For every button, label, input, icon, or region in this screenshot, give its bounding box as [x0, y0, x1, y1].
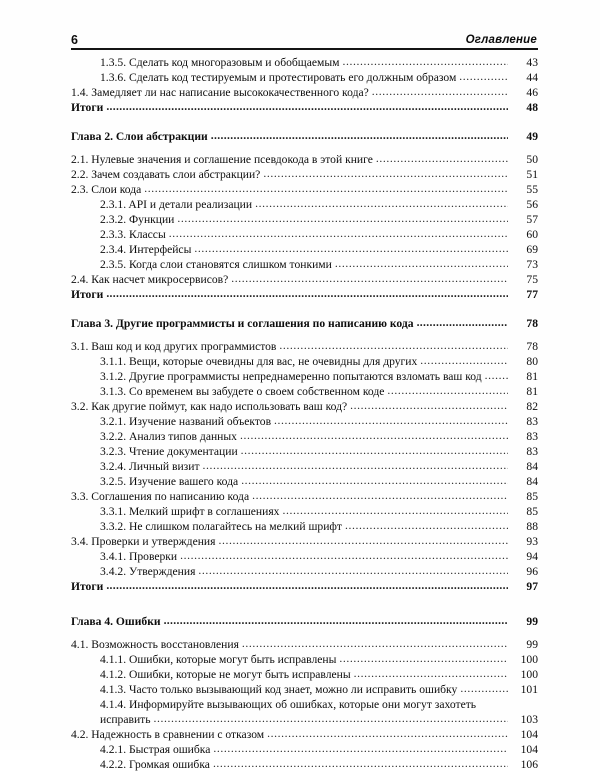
dot-leader — [354, 668, 508, 679]
toc-entry-label: 3.4.1. Проверки — [100, 550, 178, 563]
toc-entry-label: 2.2. Зачем создавать слои абстракции? — [71, 168, 261, 181]
toc-entry-label: 2.3.1. API и детали реализации — [100, 198, 253, 211]
dot-leader — [154, 713, 508, 724]
dot-leader — [460, 683, 508, 694]
toc-entry-page: 75 — [526, 273, 538, 286]
dot-leader — [459, 71, 508, 82]
toc-entry-label: 3.3.1. Мелкий шрифт в соглашениях — [100, 505, 280, 518]
toc-entry-page: 78 — [526, 317, 538, 330]
dot-leader — [274, 415, 508, 426]
dot-leader — [387, 385, 508, 396]
dot-leader — [106, 580, 508, 591]
toc-entry-page: 46 — [526, 86, 538, 99]
toc-entry-label: 3.1.3. Со временем вы забудете о своем собственном коде — [100, 385, 385, 398]
page-folio: 6 — [71, 33, 78, 47]
toc-entry[interactable] — [0, 429, 600, 444]
toc-entry-page: 56 — [526, 198, 538, 211]
toc-entry-label-line2: исправить — [100, 713, 151, 726]
toc-entry-label: 4.2.2. Громкая ошибка — [100, 758, 210, 771]
toc-list — [0, 55, 600, 772]
toc-entry[interactable] — [0, 579, 600, 594]
dot-leader — [263, 168, 508, 179]
dot-leader — [241, 475, 508, 486]
toc-entry[interactable] — [0, 504, 600, 519]
dot-leader — [177, 213, 508, 224]
toc-entry-label: 3.2. Как другие поймут, как надо использовать ваш код? — [71, 400, 348, 413]
toc-entry[interactable] — [0, 55, 600, 70]
toc-entry[interactable] — [0, 489, 600, 504]
toc-entry-label: Итоги — [71, 288, 104, 301]
toc-entry-label: 1.4. Замедляет ли нас написание высококачественного кода? — [71, 86, 369, 99]
toc-entry-label: 2.3.5. Когда слои становятся слишком тонкими — [100, 258, 332, 271]
toc-entry-page: 55 — [526, 183, 538, 196]
toc-entry-label: 3.4. Проверки и утверждения — [71, 535, 216, 548]
toc-entry[interactable] — [0, 339, 600, 354]
toc-entry[interactable] — [0, 384, 600, 399]
toc-entry-label: 2.1. Нулевые значения и соглашение псевдокода в этой книге — [71, 153, 373, 166]
toc-entry-label: 3.1.1. Вещи, которые очевидны для вас, не очевидны для других — [100, 355, 418, 368]
toc-entry-page: 93 — [526, 535, 538, 548]
toc-entry[interactable] — [0, 399, 600, 414]
dot-leader — [218, 535, 508, 546]
toc-entry-page: 44 — [526, 71, 538, 84]
toc-entry[interactable] — [0, 354, 600, 369]
running-head-title: Оглавление — [465, 34, 537, 46]
toc-entry-label: 1.3.6. Сделать код тестируемым и протестировать его должным образом — [100, 71, 457, 84]
dot-leader — [342, 56, 508, 67]
toc-spacer — [0, 115, 600, 129]
toc-entry-label: Итоги — [71, 101, 104, 114]
toc-entry[interactable] — [0, 474, 600, 489]
dot-leader — [350, 400, 508, 411]
toc-entry-page: 51 — [526, 168, 538, 181]
dot-leader — [106, 101, 508, 112]
toc-entry-page: 83 — [526, 415, 538, 428]
toc-entry-page: 85 — [526, 505, 538, 518]
toc-entry[interactable] — [0, 534, 600, 549]
toc-entry-page: 77 — [526, 288, 538, 301]
toc-chapter-entry[interactable] — [0, 129, 600, 144]
toc-spacer — [0, 594, 600, 614]
running-head — [71, 27, 537, 49]
toc-entry-page: 69 — [526, 243, 538, 256]
toc-entry-page: 83 — [526, 430, 538, 443]
toc-entry[interactable] — [0, 414, 600, 429]
toc-entry-page: 97 — [526, 580, 538, 593]
dot-leader — [252, 490, 508, 501]
toc-entry[interactable] — [0, 287, 600, 302]
toc-entry[interactable] — [0, 652, 600, 667]
toc-entry-page: 57 — [526, 213, 538, 226]
dot-leader — [282, 505, 508, 516]
toc-entry-page: 103 — [520, 713, 538, 726]
toc-entry-label: 3.2.3. Чтение документации — [100, 445, 238, 458]
toc-entry-label: 4.1.3. Часто только вызывающий код знает, можно ли исправить ошибку — [100, 683, 458, 696]
toc-spacer — [0, 144, 600, 152]
toc-entry[interactable] — [0, 459, 600, 474]
toc-entry-page: 85 — [526, 490, 538, 503]
dot-leader — [417, 317, 508, 328]
toc-entry-label: 3.3. Соглашения по написанию кода — [71, 490, 250, 503]
toc-entry-page: 78 — [526, 340, 538, 353]
toc-spacer — [0, 302, 600, 316]
toc-entry-page: 81 — [526, 385, 538, 398]
toc-entry-page: 100 — [520, 668, 538, 681]
toc-entry[interactable] — [0, 667, 600, 682]
dot-leader — [335, 258, 508, 269]
toc-entry-label: 3.3.2. Не слишком полагайтесь на мелкий шрифт — [100, 520, 343, 533]
toc-entry[interactable] — [0, 519, 600, 534]
toc-entry-page: 94 — [526, 550, 538, 563]
dot-leader — [198, 565, 508, 576]
dot-leader — [213, 758, 508, 769]
toc-entry[interactable] — [0, 637, 600, 652]
dot-leader — [485, 370, 508, 381]
toc-entry-label: 2.3.4. Интерфейсы — [100, 243, 192, 256]
dot-leader — [376, 153, 508, 164]
dot-leader — [240, 430, 508, 441]
dot-leader — [203, 460, 508, 471]
toc-entry-label: Глава 3. Другие программисты и соглашения по написанию кода — [71, 317, 414, 330]
toc-entry-page: 48 — [526, 101, 538, 114]
header-rule — [71, 48, 538, 50]
toc-chapter-entry[interactable] — [0, 614, 600, 629]
dot-leader — [144, 183, 508, 194]
toc-entry-page: 100 — [520, 653, 538, 666]
toc-entry[interactable] — [0, 152, 600, 167]
toc-entry[interactable] — [0, 242, 600, 257]
toc-entry-page: 96 — [526, 565, 538, 578]
toc-entry-page: 49 — [526, 130, 538, 143]
toc-entry-label: 3.2.2. Анализ типов данных — [100, 430, 237, 443]
toc-entry-label: 2.3.3. Классы — [100, 228, 166, 241]
toc-entry[interactable] — [0, 167, 600, 182]
toc-entry-page: 84 — [526, 460, 538, 473]
toc-entry-label: 3.4.2. Утверждения — [100, 565, 196, 578]
toc-entry-page: 104 — [520, 743, 538, 756]
toc-entry-page: 60 — [526, 228, 538, 241]
toc-entry-page: 99 — [526, 615, 538, 628]
toc-entry[interactable] — [0, 85, 600, 100]
toc-entry-page: 106 — [520, 758, 538, 771]
toc-entry-label: 4.1.2. Ошибки, которые не могут быть исправлены — [100, 668, 351, 681]
dot-leader — [213, 743, 508, 754]
dot-leader — [169, 228, 508, 239]
toc-entry[interactable] — [0, 272, 600, 287]
toc-entry-label: Глава 4. Ошибки — [71, 615, 161, 628]
toc-entry-page: 101 — [520, 683, 538, 696]
toc-entry-label: 2.3. Слои кода — [71, 183, 142, 196]
dot-leader — [242, 638, 508, 649]
dot-leader — [279, 340, 508, 351]
dot-leader — [164, 615, 508, 626]
toc-entry-label: 3.1. Ваш код и код других программистов — [71, 340, 277, 353]
toc-entry[interactable] — [0, 212, 600, 227]
toc-entry[interactable] — [0, 100, 600, 115]
dot-leader — [267, 728, 508, 739]
toc-entry-page: 82 — [526, 400, 538, 413]
toc-entry-label: 1.3.5. Сделать код многоразовым и обобщаемым — [100, 56, 340, 69]
toc-entry-page: 50 — [526, 153, 538, 166]
toc-entry[interactable] — [0, 564, 600, 579]
toc-entry-label: 4.2. Надежность в сравнении с отказом — [71, 728, 265, 741]
toc-entry-page: 81 — [526, 370, 538, 383]
dot-leader — [241, 445, 508, 456]
toc-entry-label: 4.2.1. Быстрая ошибка — [100, 743, 211, 756]
toc-entry[interactable] — [0, 444, 600, 459]
toc-entry-label: 4.1.1. Ошибки, которые могут быть исправлены — [100, 653, 337, 666]
toc-entry-label: 3.2.1. Изучение названий объектов — [100, 415, 272, 428]
toc-entry-label: 2.3.2. Функции — [100, 213, 175, 226]
toc-spacer — [0, 331, 600, 339]
toc-entry-label: 4.1. Возможность восстановления — [71, 638, 239, 651]
toc-entry[interactable] — [0, 182, 600, 197]
dot-leader — [255, 198, 508, 209]
dot-leader — [372, 86, 508, 97]
toc-spacer — [0, 629, 600, 637]
dot-leader — [339, 653, 508, 664]
dot-leader — [180, 550, 508, 561]
toc-entry[interactable] — [0, 369, 600, 384]
toc-entry[interactable] — [0, 682, 600, 697]
toc-entry-page: 80 — [526, 355, 538, 368]
dot-leader — [345, 520, 508, 531]
toc-entry[interactable] — [0, 727, 600, 742]
toc-entry-label: 3.1.2. Другие программисты непреднамеренно попытаются взломать ваш код — [100, 370, 482, 383]
dot-leader — [194, 243, 508, 254]
toc-entry-page: 99 — [526, 638, 538, 651]
toc-entry-label-continued — [100, 712, 538, 727]
toc-entry-label: Глава 2. Слои абстракции — [71, 130, 208, 143]
dot-leader — [420, 355, 508, 366]
toc-entry-label: 3.2.5. Изучение вашего кода — [100, 475, 239, 488]
toc-entry-page: 104 — [520, 728, 538, 741]
toc-entry-label: 3.2.4. Личный визит — [100, 460, 200, 473]
toc-entry[interactable] — [0, 197, 600, 212]
dot-leader — [231, 273, 508, 284]
toc-entry-page: 73 — [526, 258, 538, 271]
dot-leader — [106, 288, 508, 299]
toc-entry[interactable] — [0, 227, 600, 242]
toc-entry[interactable] — [0, 697, 600, 727]
toc-entry-page: 84 — [526, 475, 538, 488]
toc-chapter-entry[interactable] — [0, 316, 600, 331]
toc-entry-page: 83 — [526, 445, 538, 458]
toc-entry-label: 4.1.4. Информируйте вызывающих об ошибках, которые они могут захотеть — [100, 698, 477, 711]
toc-entry-page: 43 — [526, 56, 538, 69]
toc-entry[interactable] — [0, 549, 600, 564]
toc-entry-label: 2.4. Как насчет микросервисов? — [71, 273, 229, 286]
toc-entry[interactable] — [0, 257, 600, 272]
toc-entry-label: Итоги — [71, 580, 104, 593]
toc-entry-page: 88 — [526, 520, 538, 533]
toc-entry[interactable] — [0, 70, 600, 85]
toc-entry[interactable] — [0, 757, 600, 772]
dot-leader — [211, 130, 508, 141]
